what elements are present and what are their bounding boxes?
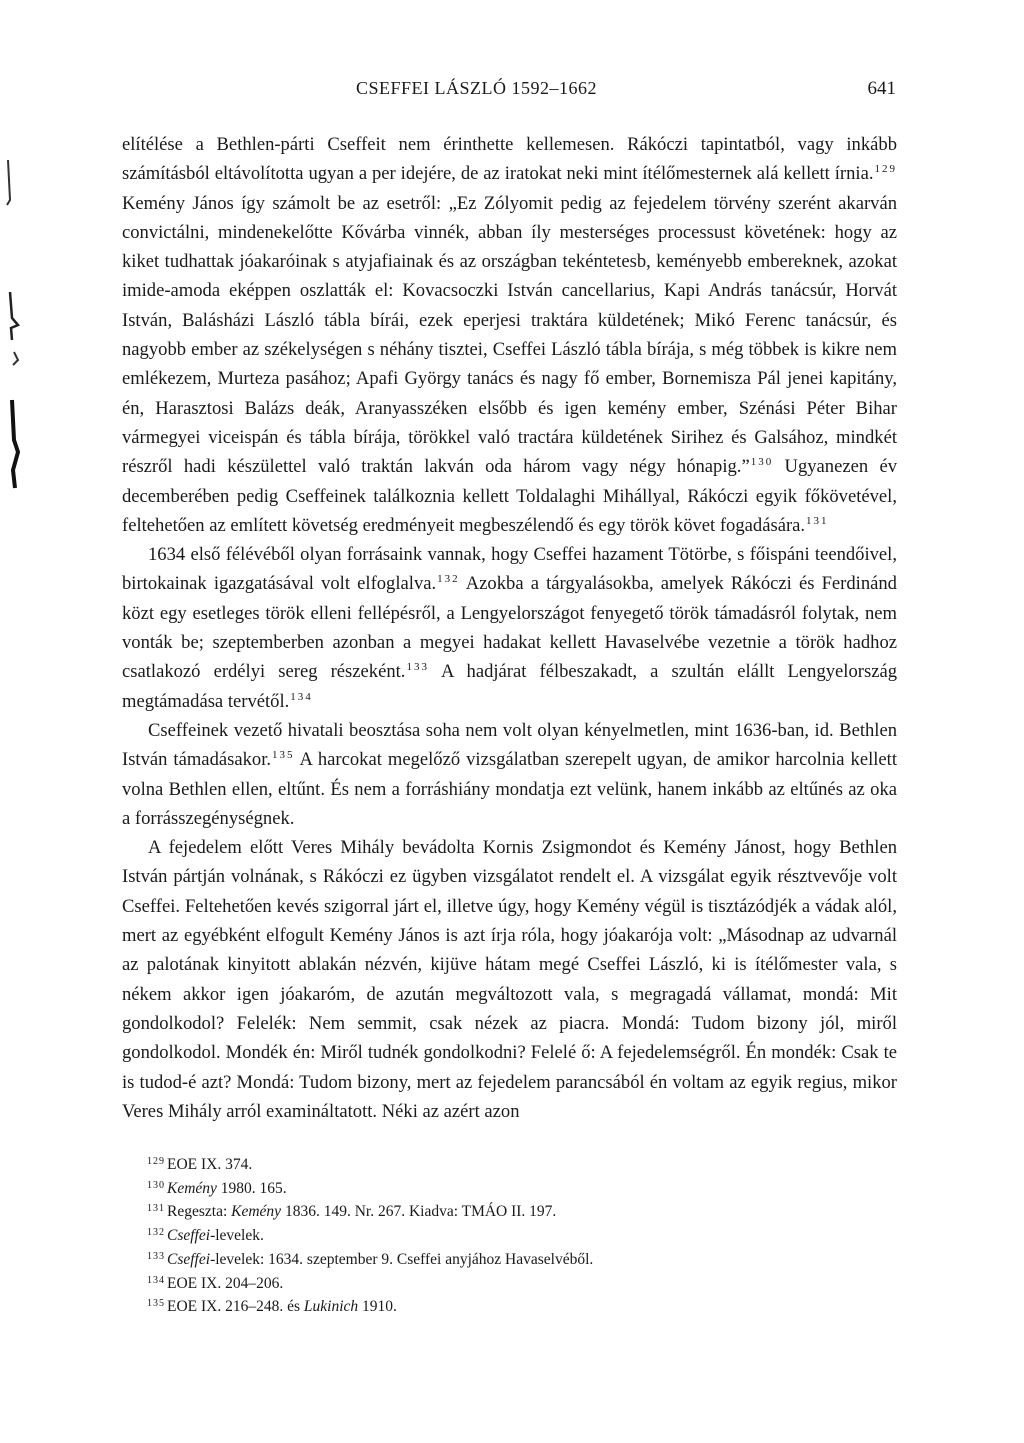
paragraph-text: A hadjárat félbeszakadt, a szultán elállt Lengyelország megtámadása tervétől. — [122, 661, 897, 712]
footnote — [147, 1176, 847, 1200]
footnote-text: 1910. — [358, 1298, 397, 1316]
footnote-number: 129 — [147, 1156, 165, 1167]
paragraph-text: Cseffeinek vezető hivatali beosztása soha nem volt olyan kényelmetlen, mint 1636-ban, id. Bethlen István támadásakor. — [122, 719, 897, 771]
footnote — [147, 1223, 847, 1247]
footnote — [147, 1199, 847, 1223]
footnote-number: 134 — [147, 1274, 165, 1286]
footnote-reference[interactable]: 135 — [272, 749, 295, 762]
footnote-reference[interactable]: 132 — [437, 573, 460, 586]
footnote-text: EOE IX. 216–248. és — [167, 1298, 304, 1316]
page-number: 641 — [867, 78, 896, 99]
running-title: CSEFFEI LÁSZLÓ 1592–1662 — [356, 78, 598, 98]
footnote-text: -levelek. — [210, 1227, 264, 1245]
footnote — [147, 1294, 847, 1318]
footnote — [147, 1247, 847, 1271]
footnote-number: 132 — [147, 1227, 165, 1239]
running-header — [236, 78, 896, 108]
body-text — [122, 130, 897, 1126]
paragraph — [122, 130, 897, 540]
footnote-number: 135 — [147, 1298, 165, 1310]
footnote-author: Cseffei — [167, 1227, 211, 1245]
footnote-text: Regeszta: — [167, 1203, 232, 1221]
footnote-text: 1980. 165. — [216, 1179, 287, 1197]
footnote-number: 131 — [147, 1203, 165, 1215]
footnote-text: 1836. 149. Nr. 267. Kiadva: TMÁO II. 197. — [281, 1203, 557, 1221]
footnote-reference[interactable]: 129 — [874, 163, 897, 176]
footnote-reference[interactable]: 130 — [750, 456, 774, 469]
footnote-author: Lukinich — [303, 1298, 359, 1316]
footnote-author: Cseffei — [167, 1250, 211, 1268]
footnotes — [147, 1152, 847, 1318]
paragraph-text: 1634 első félévéből olyan forrásaink vannak, hogy Cseffei hazament Tötörbe, s főispáni teendőivel, birtokainak igazgatásával volt elfoglalva. — [122, 544, 897, 595]
footnote-text: EOE IX. 204–206. — [167, 1274, 284, 1292]
paragraph — [122, 540, 897, 716]
footnote-number: 130 — [147, 1179, 165, 1191]
footnote — [147, 1152, 847, 1176]
footnote-author: Kemény — [167, 1179, 217, 1197]
paragraph-text: elítélése a Bethlen-párti Cseffeit nem érinthette kellemesen. Rákóczi tapintatból, vagy inkább számításból eltávolította ugyan a per idejére, de az iratokat neki mint ítélőmesternek alá kellett írnia. — [122, 134, 897, 185]
paragraph-text: A fejedelem előtt Veres Mihály bevádolta Kornis Zsigmondot és Kemény Jánost, hogy Bethlen István pártján volnának, s Rákóczi ez ügyben vizsgálatot rendelt el. A vizsgálat egyik résztvevője volt Cseffei. Feltehetően kevés szigorral járt el, illetve úgy, hogy Kemény végül is tisztázódjék a vádak alól, mert az egyébként elfogult Kemény János is azt írja róla, hogy jóakarója volt: „Másodnap az udvarnál az palotának kinyitott ablakán nézvén, kijüve hátam megé Cseffei László, ki is ítélőmester vala, s nékem akkor igen jóakaróm, de azután megváltozott vala, s megragadá vállamat, mondá: Mit gondolkodol? Felelék: Nem semmit, csak nézek az piacra. Mondá: Tudom bizony jól, miről gondolkodol. Mondék én: Miről tudnék gondolkodni? Felelé ő: A fejedelemségről. Én mondék: Csak te is tudod-é azt? Mondá: Tudom bizony, mert az fejedelem parancsából én voltam az egyik regius, mikor Veres Mihály arról examináltatott. Néki az azért azon — [122, 837, 897, 1122]
footnote-text: EOE IX. 374. — [167, 1156, 253, 1173]
paragraph — [122, 716, 897, 833]
footnote — [147, 1271, 847, 1295]
footnote-author: Kemény — [231, 1203, 282, 1221]
paragraph-text: Azokba a tárgyalásokba, amelyek Rákóczi és Ferdinánd közt egy esetleges török elleni fellépésről, a Lengyelországot fenyegető török támadásról folytak, nem vonták be; szeptemberben azonban a megyei hadakat kellett Havaselvébe vezetnie a török hadhoz csatlakozó erdélyi sereg részeként. — [122, 573, 897, 683]
footnote-number: 133 — [147, 1250, 165, 1262]
footnote-reference[interactable]: 134 — [290, 690, 313, 703]
paragraph-text: Ugyanezen év decemberében pedig Cseffeinek találkoznia kellett Toldalaghi Mihállyal, Rákóczi egyik főkövetével, feltehetően az említett követség eredményeit megbeszélendő és egy török követ fogadására. — [122, 456, 897, 536]
footnote-reference[interactable]: 131 — [806, 514, 829, 527]
paragraph — [122, 833, 897, 1126]
margin-scan-marks — [0, 0, 40, 1443]
paragraph-text: Kemény János így számolt be az esetről: „Ez Zólyomit pedig az fejedelem törvény szerént akarván convictálni, mindenekelőtte Kővárba vinnék, abban íly mesterséges processust követének: hogy az kiket tudhattak jóakaróinak s atyjafiainak és az országban tekéntetesb, keményebb embereknek, azokat imide-amoda eképpen oszlatták el: Kovacsoczki István cancellarius, Kapi András tanácsúr, Horvát István, Balásházi László tábla bírái, ezek eperjesi traktára küldetének; Mikó Ferenc tanácsúr, és nagyobb ember az székelységen s néhány tisztei, Cseffei László tábla bírája, s még többek is kikre nem emlékezem, Murteza pasához; Apafi György tanács és nagy fő ember, Bornemisza Pál jenei kapitány, én, Harasztosi Balázs deák, Aranyasszéken elsőbb és igen kemény ember, Szénási Péter Bihar vármegyei viceispán és tábla bírája, törökkel való tractára küldetének Sirihez és Galsához, mindkét részről hadi készülettel való traktán lakván oda három vagy négy hónapig.” — [122, 192, 897, 478]
footnote-reference[interactable]: 133 — [406, 661, 429, 674]
paragraph-text: A harcokat megelőző vizsgálatban szerepelt ugyan, de amikor harcolnia kellett volna Bethlen ellen, eltűnt. És nem a forráshiány mondatja ezt velünk, hanem inkább az eltűnés az oka a forrásszegénységnek. — [122, 749, 897, 829]
footnote-text: -levelek: 1634. szeptember 9. Cseffei anyjához Havaselvéből. — [210, 1250, 594, 1268]
